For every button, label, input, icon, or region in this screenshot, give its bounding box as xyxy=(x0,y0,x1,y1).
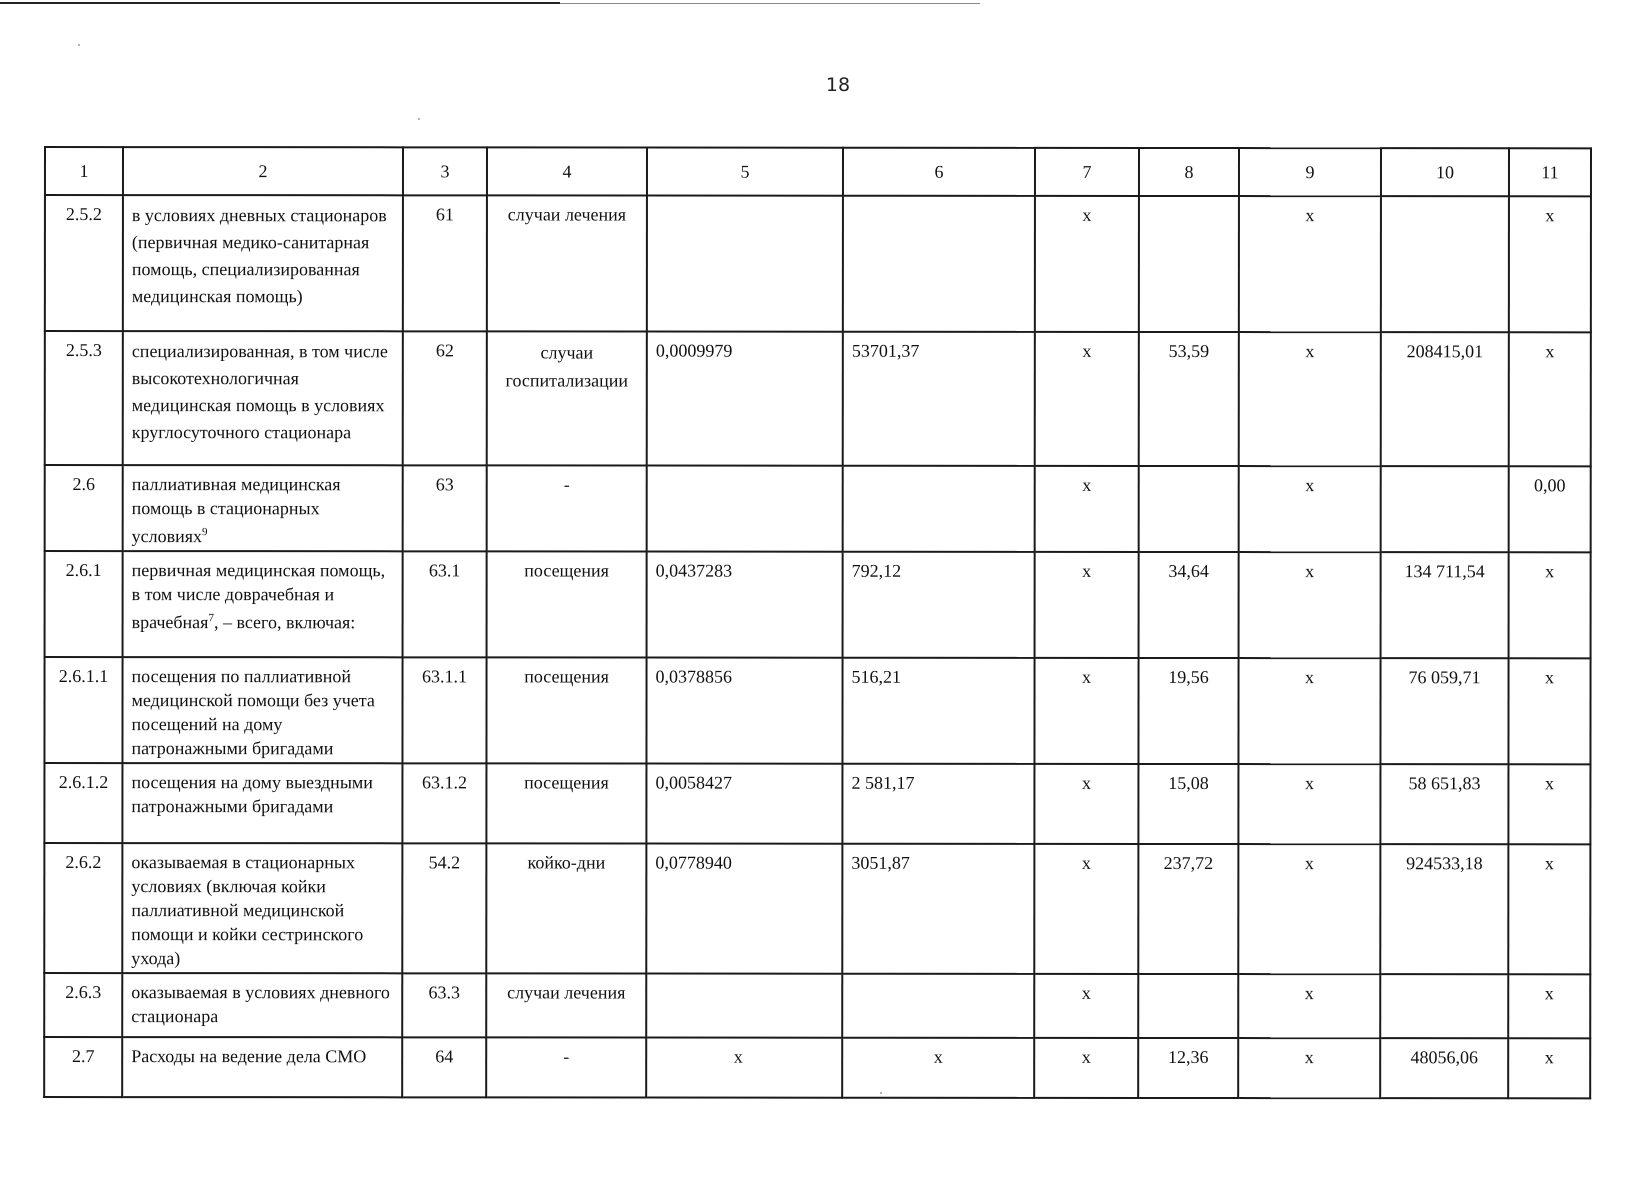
scan-speck xyxy=(418,118,420,120)
row-col9: х xyxy=(1238,764,1380,844)
row-line-number: 63.1.1 xyxy=(402,657,486,763)
row-col10: 58 651,83 xyxy=(1380,764,1508,844)
row-code: 2.5.2 xyxy=(45,195,123,331)
table-row xyxy=(44,657,1590,764)
row-cost-norm xyxy=(843,196,1035,332)
row-col9: х xyxy=(1238,1038,1380,1098)
column-header: 4 xyxy=(487,147,647,195)
row-line-number: 63.1 xyxy=(403,551,487,657)
row-cost-norm xyxy=(842,974,1034,1038)
row-volume-norm: 0,0058427 xyxy=(646,764,842,844)
row-code: 2.6 xyxy=(45,465,123,551)
column-header: 9 xyxy=(1239,148,1381,196)
row-line-number: 61 xyxy=(403,195,487,331)
row-cost-norm: х xyxy=(842,1038,1034,1098)
table-row xyxy=(45,465,1591,552)
row-volume-norm xyxy=(647,196,843,332)
row-volume-norm: 0,0378856 xyxy=(646,658,842,764)
table-header-row xyxy=(45,147,1591,196)
row-col8: 19,56 xyxy=(1138,658,1238,764)
row-description: посещения на дому выездными патронажными бригадами xyxy=(122,763,402,843)
row-col9: х xyxy=(1238,844,1380,974)
row-col11: х xyxy=(1508,974,1590,1038)
row-col7: х xyxy=(1034,658,1138,764)
column-header: 6 xyxy=(843,148,1035,196)
row-col10 xyxy=(1381,466,1509,552)
row-col8 xyxy=(1138,974,1238,1038)
row-description xyxy=(123,551,403,657)
row-col10: 924533,18 xyxy=(1380,844,1508,974)
row-code: 2.6.2 xyxy=(44,843,122,973)
column-header: 11 xyxy=(1509,148,1591,196)
row-code: 2.6.1.2 xyxy=(44,763,122,843)
row-code: 2.5.3 xyxy=(45,331,123,465)
row-line-number: 64 xyxy=(402,1037,486,1097)
row-cost-norm: 792,12 xyxy=(843,552,1035,658)
column-header: 3 xyxy=(403,147,487,195)
row-description-text: паллиативная медицинская помощь в стационарных условиях xyxy=(131,474,341,547)
row-col9: х xyxy=(1238,974,1380,1038)
row-col7: х xyxy=(1035,196,1139,332)
row-col9: х xyxy=(1238,658,1380,764)
footnote-mark: 9 xyxy=(202,526,208,539)
row-line-number: 63 xyxy=(403,465,487,551)
row-col11: 0,00 xyxy=(1509,466,1591,552)
row-unit: посещения xyxy=(486,657,646,763)
row-unit: - xyxy=(487,465,647,551)
row-col10 xyxy=(1381,196,1509,332)
row-col8: 12,36 xyxy=(1138,1038,1238,1098)
table-row xyxy=(44,843,1590,974)
row-cost-norm: 516,21 xyxy=(842,658,1034,764)
row-col7: х xyxy=(1034,844,1138,974)
row-col11: х xyxy=(1509,552,1591,658)
row-col8: 34,64 xyxy=(1139,552,1239,658)
row-col11: х xyxy=(1508,1038,1590,1098)
row-volume-norm: х xyxy=(646,1038,842,1098)
row-col9: х xyxy=(1239,196,1381,332)
row-volume-norm: 0,0437283 xyxy=(647,552,843,658)
row-volume-norm: 0,0009979 xyxy=(647,332,843,466)
row-description: специализированная, в том числе высокотехнологичная медицинская помощь в условиях круглосуточного стационара xyxy=(123,331,403,465)
row-code: 2.6.1 xyxy=(45,551,123,657)
table-row xyxy=(45,195,1591,332)
row-description: Расходы на ведение дела СМО xyxy=(122,1037,402,1097)
column-header: 2 xyxy=(123,147,403,195)
scan-edge-line xyxy=(0,2,560,4)
row-unit: посещения xyxy=(486,763,646,843)
table-row xyxy=(44,973,1590,1038)
row-unit: случаи лечения xyxy=(487,195,647,331)
row-description xyxy=(123,465,403,551)
row-line-number: 63.3 xyxy=(402,973,486,1037)
row-unit: случаи лечения xyxy=(486,973,646,1037)
row-description: в условиях дневных стационаров (первичная медико-санитарная помощь, специализированная медицинская помощь) xyxy=(123,195,403,331)
row-cost-norm xyxy=(843,466,1035,552)
row-description-text: первичная медицинская помощь, в том числе доврачебная и врачебная xyxy=(131,560,386,633)
row-col8: 15,08 xyxy=(1138,764,1238,844)
row-col11: х xyxy=(1509,332,1591,466)
row-col7: х xyxy=(1034,764,1138,844)
scan-edge-line-faint xyxy=(560,3,980,4)
row-description: посещения по паллиативной медицинской помощи без учета посещений на дому патронажными бригадами xyxy=(122,657,402,763)
row-col7: х xyxy=(1035,552,1139,658)
data-table xyxy=(43,146,1592,1099)
column-header: 7 xyxy=(1035,148,1139,196)
row-unit: посещения xyxy=(487,551,647,657)
row-col7: х xyxy=(1035,332,1139,466)
row-col10: 76 059,71 xyxy=(1380,658,1508,764)
page-number: 18 xyxy=(825,74,851,96)
row-line-number: 62 xyxy=(403,331,487,465)
row-col7: х xyxy=(1034,1038,1138,1098)
row-volume-norm: 0,0778940 xyxy=(646,844,842,974)
row-col10 xyxy=(1380,974,1508,1038)
table-row xyxy=(45,551,1591,658)
column-header: 1 xyxy=(45,147,123,195)
row-col9: х xyxy=(1239,552,1381,658)
row-line-number: 63.1.2 xyxy=(402,763,486,843)
row-code: 2.6.3 xyxy=(44,973,122,1037)
row-cost-norm: 2 581,17 xyxy=(842,764,1034,844)
row-col11: х xyxy=(1508,764,1590,844)
row-col10: 208415,01 xyxy=(1381,332,1509,466)
footnote-mark: 7 xyxy=(208,612,214,625)
row-col8: 237,72 xyxy=(1138,844,1238,974)
row-volume-norm xyxy=(647,466,843,552)
column-header: 8 xyxy=(1139,148,1239,196)
row-col11: х xyxy=(1508,844,1590,974)
row-volume-norm xyxy=(646,974,842,1038)
row-description: оказываемая в стационарных условиях (включая койки паллиативной медицинской помощи и койки сестринского ухода) xyxy=(122,843,402,973)
row-col10: 134 711,54 xyxy=(1381,552,1509,658)
column-header: 5 xyxy=(647,148,843,196)
row-unit: койко-дни xyxy=(486,843,646,973)
table-row xyxy=(45,331,1591,466)
row-unit: - xyxy=(486,1037,646,1097)
row-col8 xyxy=(1139,196,1239,332)
row-cost-norm: 53701,37 xyxy=(843,332,1035,466)
row-description: оказываемая в условиях дневного стационара xyxy=(122,973,402,1037)
table-row xyxy=(44,1037,1590,1098)
row-col10: 48056,06 xyxy=(1380,1038,1508,1098)
column-header: 10 xyxy=(1381,148,1509,196)
row-description-tail: , – всего, включая: xyxy=(213,612,356,633)
row-unit: случаи госпитализации xyxy=(487,331,647,465)
row-col8: 53,59 xyxy=(1139,332,1239,466)
row-col7: х xyxy=(1035,466,1139,552)
row-line-number: 54.2 xyxy=(402,843,486,973)
scan-speck xyxy=(78,44,80,46)
row-col11: х xyxy=(1508,658,1590,764)
row-col7: х xyxy=(1034,974,1138,1038)
row-code: 2.7 xyxy=(44,1037,122,1097)
row-cost-norm: 3051,87 xyxy=(842,844,1034,974)
row-code: 2.6.1.1 xyxy=(44,657,122,763)
row-col11: х xyxy=(1509,196,1591,332)
row-col9: х xyxy=(1239,466,1381,552)
row-col8 xyxy=(1139,466,1239,552)
row-col9: х xyxy=(1239,332,1381,466)
table-row xyxy=(44,763,1590,844)
